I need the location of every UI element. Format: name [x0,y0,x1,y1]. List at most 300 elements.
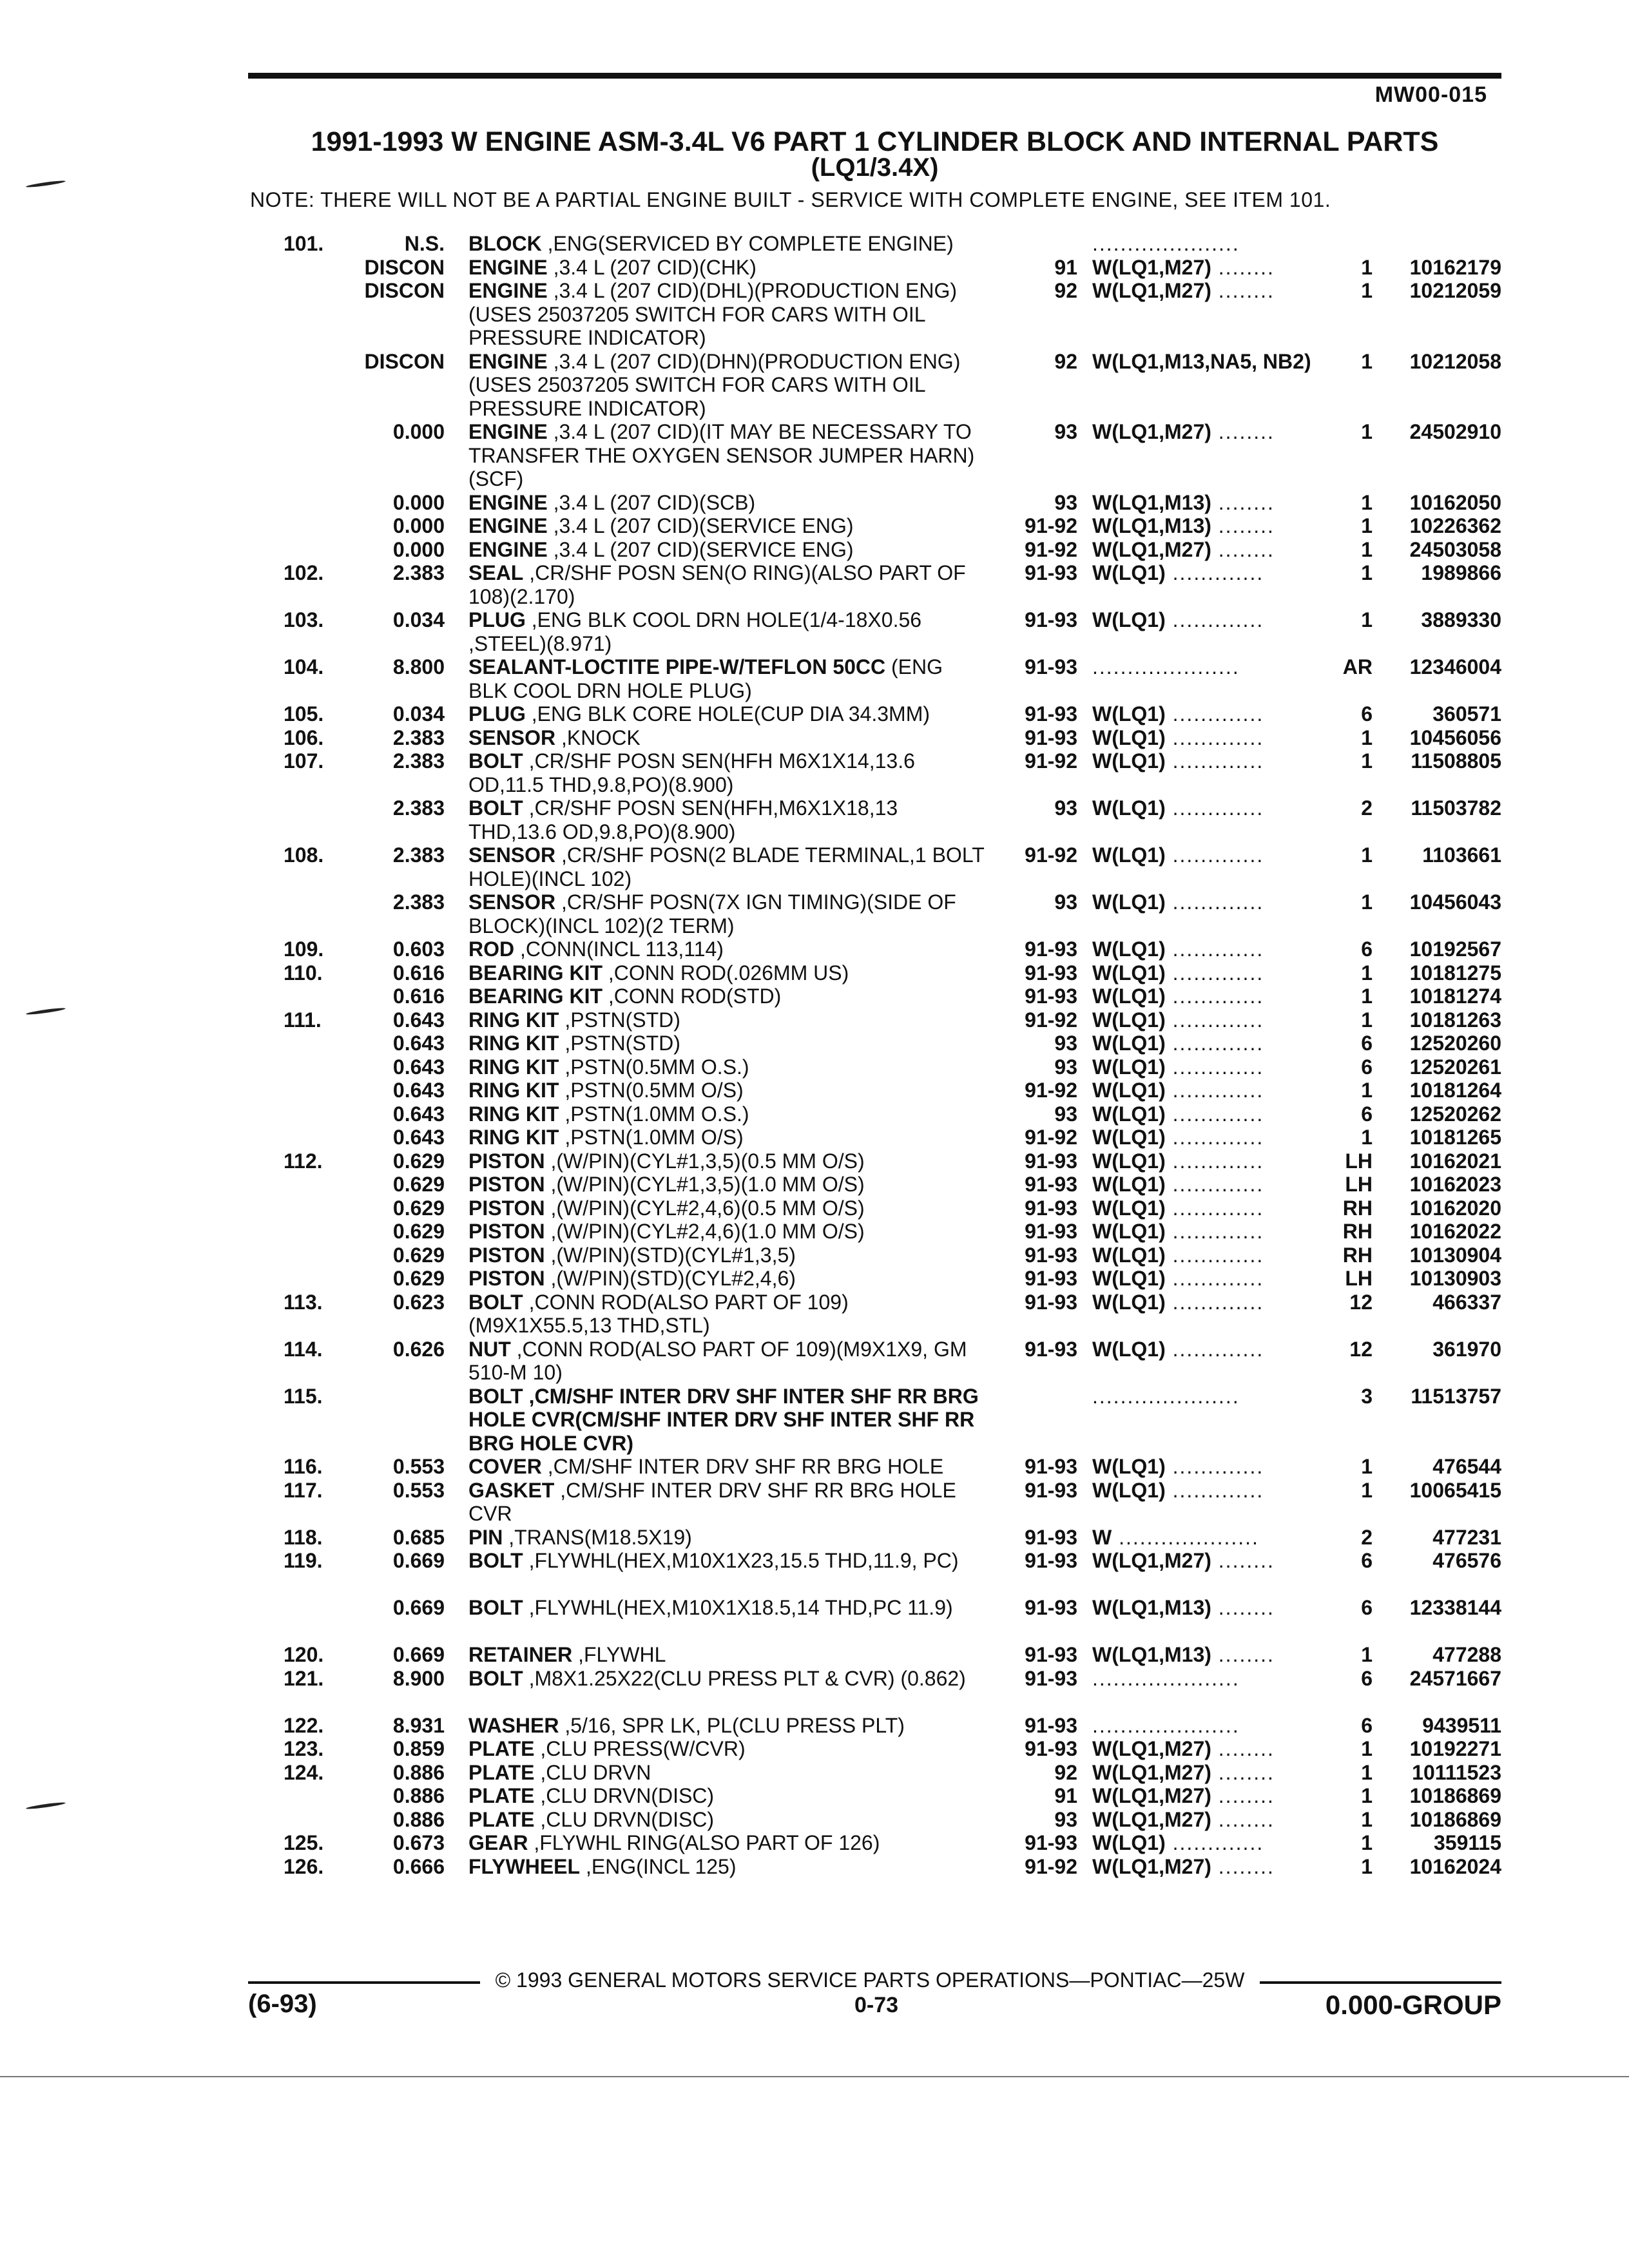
part-detail: ,ENG(SERVICED BY COMPLETE ENGINE) [541,232,954,255]
part-detail: ,FLYWHL(HEX,M10X1X18.5,14 THD,PC 11.9) [523,1596,953,1619]
table-row [0,961,1629,985]
table-row [0,1149,1629,1173]
item-number: 107. [284,749,324,773]
part-number: 10226362 [1409,514,1501,537]
usage-code: W(LQ1) [1092,985,1166,1008]
group-code: 0.643 [392,1079,445,1102]
model-years: 91-93 [1025,1643,1077,1666]
table-row [0,1526,1629,1550]
part-description [468,1831,987,1855]
part-name: BOLT [468,796,523,820]
usage-code: W(LQ1) [1092,1220,1166,1243]
part-name: BOLT [468,1290,523,1314]
usage-code: W(LQ1) [1092,1173,1166,1196]
part-number: 10181274 [1409,985,1501,1008]
part-detail: ,CONN ROD(STD) [602,985,782,1008]
footer-rule-left [248,1981,480,1984]
dot-leader: ............. [1165,1126,1264,1149]
group-code: 2.383 [392,561,445,584]
part-detail: ,3.4 L (207 CID)(DHL)(PRODUCTION ENG) (USES 25037205 SWITCH FOR CARS WITH OIL PRESSURE INDICATOR) [468,279,958,349]
quantity: 2 [1361,1525,1373,1549]
item-number: 124. [284,1760,324,1784]
dot-leader: ............. [1165,1455,1264,1478]
table-row [0,1455,1629,1479]
dot-leader: ........ [1211,1737,1275,1760]
group-code: 2.383 [392,749,445,773]
part-description [468,1808,987,1832]
part-number: 10212058 [1409,349,1501,373]
dot-leader: ............. [1165,890,1264,914]
part-number: 10162023 [1409,1173,1501,1196]
usage [1092,1455,1305,1479]
table-row [0,1596,1629,1643]
part-detail: BOLT ,CM/SHF INTER DRV SHF INTER SHF RR BRG HOLE CVR(CM/SHF INTER DRV SHF INTER SHF RR BRG HOLE CVR) [468,1384,979,1455]
page-note: NOTE: THERE WILL NOT BE A PARTIAL ENGINE BUILT - SERVICE WITH COMPLETE ENGINE, SEE ITEM 101. [250,188,1331,211]
quantity: 1 [1361,961,1373,985]
parts-list [0,232,1629,1878]
group-code: 0.629 [392,1149,445,1173]
table-row [0,702,1629,726]
usage [1092,1126,1305,1149]
dot-leader: ............. [1165,1149,1264,1173]
model-years: 91-93 [1025,961,1077,985]
quantity: 12 [1349,1290,1373,1314]
usage [1092,1714,1305,1738]
usage-code: W(LQ1) [1092,1149,1166,1173]
table-row [0,256,1629,280]
part-number: 11503782 [1411,796,1501,820]
part-detail: ,(W/PIN)(CYL#1,3,5)(0.5 MM O/S) [545,1149,865,1173]
table-row [0,1667,1629,1714]
quantity: 1 [1361,749,1373,773]
quantity: 6 [1361,1055,1373,1079]
usage [1092,749,1305,773]
part-detail: ,KNOCK [555,726,641,749]
part-name: SENSOR [468,843,556,867]
model-years: 91-93 [1025,1596,1077,1619]
table-row [0,843,1629,890]
usage [1092,1338,1305,1361]
part-name: RING KIT [468,1079,559,1102]
part-detail: ,CLU DRVN(DISC) [534,1807,715,1831]
part-detail: ,3.4 L (207 CID)(SCB) [547,490,756,514]
quantity: 1 [1361,490,1373,514]
part-name: PLATE [468,1784,535,1807]
group-code: DISCON [364,349,445,373]
group-code: 0.034 [392,608,445,631]
usage [1092,1149,1305,1173]
model-years: 93 [1054,796,1077,820]
part-number: 10192567 [1409,937,1501,961]
part-number: 11508805 [1411,749,1501,773]
part-detail: ,M8X1.25X22(CLU PRESS PLT & CVR) (0.862) [523,1666,966,1690]
usage-code: W(LQ1) [1092,561,1166,584]
model-years: 91-93 [1025,1478,1077,1502]
usage [1092,1055,1305,1079]
dot-leader: ............. [1165,1032,1264,1055]
quantity: 1 [1361,1737,1373,1760]
part-name: FLYWHEEL [468,1854,581,1878]
part-detail: ,5/16, SPR LK, PL(CLU PRESS PLT) [559,1713,905,1737]
dot-leader: ..................... [1092,1384,1240,1408]
part-description [468,1385,987,1456]
part-detail: ,PSTN(STD) [559,1008,680,1032]
part-description [468,1149,987,1173]
quantity: 1 [1361,1807,1373,1831]
part-number: 477288 [1432,1643,1501,1666]
usage [1092,1479,1305,1503]
dot-leader: ............. [1165,1478,1264,1502]
usage-code: W(LQ1,M13) [1092,514,1211,537]
quantity: 3 [1361,1384,1373,1408]
group-code: 0.000 [392,490,445,514]
quantity: 6 [1361,702,1373,726]
part-name: PLATE [468,1737,535,1760]
group-code: 0.623 [392,1290,445,1314]
quantity: RH [1342,1196,1373,1220]
part-description [468,1643,987,1667]
quantity: LH [1345,1149,1373,1173]
usage-code: W(LQ1) [1092,749,1166,773]
part-number: 12346004 [1409,655,1501,678]
part-number: 360571 [1432,702,1501,726]
usage [1092,1831,1305,1855]
group-code: 0.643 [392,1126,445,1149]
quantity: 1 [1361,726,1373,749]
part-description [468,350,987,421]
usage-code: W(LQ1,M27) [1092,537,1211,561]
part-detail: ,CLU PRESS(W/CVR) [534,1737,746,1760]
item-number: 122. [284,1713,324,1737]
model-years: 91-92 [1025,1008,1077,1032]
quantity: 1 [1361,608,1373,631]
model-years: 91-92 [1025,843,1077,867]
group-code: 0.685 [392,1525,445,1549]
group-code: 2.383 [392,796,445,820]
group-code: 0.886 [392,1760,445,1784]
quantity: 1 [1361,1643,1373,1666]
model-years: 91-93 [1025,608,1077,631]
group-code: N.S. [404,232,445,255]
group-code: 8.900 [392,1666,445,1690]
item-number: 101. [284,232,324,255]
usage [1092,655,1305,679]
model-years: 91-93 [1025,1549,1077,1572]
usage [1092,1032,1305,1055]
part-number: 10162020 [1409,1196,1501,1220]
table-row [0,420,1629,491]
part-description [468,491,987,515]
part-name: NUT [468,1337,511,1361]
quantity: 1 [1361,255,1373,279]
part-name: PLATE [468,1807,535,1831]
page-number: 0-73 [854,1993,899,2017]
quantity: RH [1342,1220,1373,1243]
quantity: 6 [1361,1713,1373,1737]
quantity: 1 [1361,1079,1373,1102]
quantity: 1 [1361,1854,1373,1878]
usage-code: W(LQ1) [1092,843,1166,867]
model-years: 91 [1054,255,1077,279]
part-description [468,279,987,350]
dot-leader: ..................... [1092,655,1240,678]
part-number: 10192271 [1409,1737,1501,1760]
part-number: 1989866 [1421,561,1501,584]
footer-rule-right [1260,1981,1501,1984]
item-number: 121. [284,1666,324,1690]
usage-code: W(LQ1) [1092,702,1166,726]
part-number: 10065415 [1409,1478,1501,1502]
model-years: 91-93 [1025,1196,1077,1220]
quantity: 6 [1361,937,1373,961]
dot-leader: ............. [1165,843,1264,867]
part-name: PISTON [468,1196,545,1220]
usage [1092,1808,1305,1832]
part-number: 10186869 [1409,1807,1501,1831]
part-number: 10130903 [1409,1267,1501,1290]
usage [1092,1173,1305,1196]
quantity: 1 [1361,420,1373,443]
part-detail: ,(W/PIN)(CYL#1,3,5)(1.0 MM O/S) [545,1173,865,1196]
part-detail: ,3.4 L (207 CID)(CHK) [547,255,757,279]
part-detail: ,CM/SHF INTER DRV SHF RR BRG HOLE CVR [468,1478,956,1525]
model-years: 91-92 [1025,1126,1077,1149]
model-years: 91-93 [1025,726,1077,749]
part-detail: ,CR/SHF POSN SEN(O RING)(ALSO PART OF 108)(2.170) [468,561,966,608]
group-code: 0.629 [392,1243,445,1267]
group-code: 0.859 [392,1737,445,1760]
model-years: 91-92 [1025,537,1077,561]
table-row [0,1549,1629,1596]
group-code: 0.673 [392,1831,445,1854]
part-description [468,1291,987,1338]
dot-leader: ............. [1165,937,1264,961]
dot-leader: ........ [1211,1807,1275,1831]
part-detail: ,3.4 L (207 CID)(SERVICE ENG) [547,514,854,537]
usage [1092,961,1305,985]
quantity: 6 [1361,1032,1373,1055]
part-name: RETAINER [468,1643,573,1666]
dot-leader: ............. [1165,1102,1264,1126]
group-code: 2.383 [392,726,445,749]
part-name: RING KIT [468,1032,559,1055]
model-years: 91-93 [1025,937,1077,961]
table-row [0,1126,1629,1149]
quantity: 1 [1361,561,1373,584]
model-years: 91-93 [1025,1666,1077,1690]
table-row [0,1385,1629,1456]
usage-code: W(LQ1) [1092,1337,1166,1361]
model-years: 91-93 [1025,1737,1077,1760]
item-number: 116. [284,1455,323,1478]
part-detail: ,CONN(INCL 113,114) [514,937,724,961]
part-description [468,1244,987,1267]
group-code: 0.669 [392,1596,445,1619]
quantity: 1 [1361,1784,1373,1807]
part-number: 10456043 [1409,890,1501,914]
part-detail: ,PSTN(STD) [559,1032,680,1055]
part-detail: ,CLU DRVN(DISC) [534,1784,715,1807]
part-detail: ,CM/SHF INTER DRV SHF RR BRG HOLE [541,1455,944,1478]
group-code: 0.643 [392,1102,445,1126]
dot-leader: ............. [1165,726,1264,749]
part-description [468,1008,987,1032]
quantity: LH [1345,1267,1373,1290]
quantity: 1 [1361,1760,1373,1784]
usage [1092,985,1305,1008]
part-number: 3889330 [1421,608,1501,631]
part-description [468,232,987,256]
dot-leader: ........ [1211,1643,1275,1666]
table-row [0,1855,1629,1879]
model-years: 91-92 [1025,514,1077,537]
table-row [0,232,1629,256]
part-name: PISTON [468,1243,545,1267]
usage [1092,796,1305,820]
dot-leader: ........ [1211,1549,1275,1572]
part-description [468,1173,987,1196]
table-row [0,1173,1629,1196]
model-years: 91-93 [1025,1173,1077,1196]
part-number: 12338144 [1409,1596,1501,1619]
usage [1092,491,1305,515]
part-detail: ,3.4 L (207 CID)(DHN)(PRODUCTION ENG) (USES 25037205 SWITCH FOR CARS WITH OIL PRESSURE INDICATOR) [468,349,961,420]
item-number: 108. [284,843,324,867]
table-row [0,350,1629,421]
table-row [0,1008,1629,1032]
dot-leader: ............. [1165,608,1264,631]
usage [1092,1667,1305,1691]
model-years: 92 [1054,279,1077,302]
usage-code: W(LQ1) [1092,937,1166,961]
item-number: 125. [284,1831,324,1854]
part-description [468,420,987,491]
usage [1092,1102,1305,1126]
quantity: 1 [1361,985,1373,1008]
part-description [468,1737,987,1761]
dot-leader: ........ [1211,1596,1275,1619]
part-detail: ,CR/SHF POSN SEN(HFH,M6X1X18,13 THD,13.6 OD,9.8,PO)(8.900) [468,796,898,843]
model-years: 93 [1054,420,1077,443]
part-detail: ,CLU DRVN [534,1760,651,1784]
usage [1092,1855,1305,1879]
part-detail: ,(W/PIN)(CYL#2,4,6)(0.5 MM O/S) [545,1196,865,1220]
item-number: 103. [284,608,324,631]
dot-leader: ............. [1165,561,1264,584]
part-name: RING KIT [468,1126,559,1149]
item-number: 110. [284,961,323,985]
part-number: 9439511 [1422,1713,1501,1737]
quantity: RH [1342,1243,1373,1267]
part-description [468,985,987,1008]
item-number: 105. [284,702,324,726]
part-description [468,702,987,726]
table-row [0,608,1629,655]
quantity: 1 [1361,514,1373,537]
table-row [0,1831,1629,1855]
part-number: 10186869 [1409,1784,1501,1807]
model-years: 92 [1054,1760,1077,1784]
part-name: RING KIT [468,1055,559,1079]
model-years: 91-93 [1025,1149,1077,1173]
usage-code: W(LQ1,M13) [1092,490,1211,514]
part-detail: ,CONN ROD(.026MM US) [602,961,849,985]
item-number: 109. [284,937,324,961]
punch-mark [26,180,66,189]
usage-code: W(LQ1,M27) [1092,255,1211,279]
part-detail: ,PSTN(0.5MM O.S.) [559,1055,749,1079]
part-name: RING KIT [468,1102,559,1126]
group-code: 0.629 [392,1196,445,1220]
usage-code: W(LQ1) [1092,1196,1166,1220]
part-description [468,1596,987,1620]
group-code: 0.669 [392,1549,445,1572]
dot-leader: ............. [1165,1079,1264,1102]
quantity: 12 [1349,1337,1373,1361]
quantity: 1 [1361,349,1373,373]
part-name: ENGINE [468,490,548,514]
part-number: 24571667 [1409,1666,1501,1690]
part-number: 10181264 [1409,1079,1501,1102]
usage-code: W(LQ1) [1092,1267,1166,1290]
part-description [468,1126,987,1149]
part-detail: ,CR/SHF POSN(2 BLADE TERMINAL,1 BOLT HOLE)(INCL 102) [468,843,985,890]
page-title: 1991-1993 W ENGINE ASM-3.4L V6 PART 1 CYLINDER BLOCK AND INTERNAL PARTS [311,126,1439,157]
usage-code: W(LQ1) [1092,1032,1166,1055]
usage [1092,937,1305,961]
part-description [468,937,987,961]
part-description [468,1714,987,1738]
part-description [468,1526,987,1550]
usage-code: W(LQ1) [1092,1831,1166,1854]
part-detail: ,CR/SHF POSN SEN(HFH M6X1X14,13.6 OD,11.5 THD,9.8,PO)(8.900) [468,749,915,796]
part-description [468,843,987,890]
table-row [0,1737,1629,1761]
table-row [0,796,1629,843]
model-years: 91-92 [1025,749,1077,773]
table-row [0,1196,1629,1220]
group-code: 0.553 [392,1455,445,1478]
dot-leader: ............. [1165,1008,1264,1032]
dot-leader: ............. [1165,1173,1264,1196]
part-description [468,1455,987,1479]
part-name: WASHER [468,1713,559,1737]
part-name: PISTON [468,1267,545,1290]
usage-code: W(LQ1) [1092,1126,1166,1149]
usage [1092,1784,1305,1808]
dot-leader: ............. [1165,1220,1264,1243]
group-code: 2.383 [392,890,445,914]
table-row [0,1643,1629,1667]
group-code: 0.886 [392,1784,445,1807]
part-description [468,1338,987,1385]
part-description [468,1196,987,1220]
usage-code: W(LQ1) [1092,1008,1166,1032]
group-code: 0.603 [392,937,445,961]
dot-leader: ............. [1165,961,1264,985]
usage-code: W(LQ1,M13) [1092,1643,1211,1666]
usage-code: W(LQ1,M27) [1092,420,1211,443]
part-number: 476544 [1432,1455,1501,1478]
part-name: ROD [468,937,515,961]
group-code: 0.886 [392,1807,445,1831]
document-code: MW00-015 [1374,82,1487,107]
usage-code: W(LQ1) [1092,1079,1166,1102]
part-description [468,749,987,796]
model-years: 91-93 [1025,1243,1077,1267]
dot-leader: ........ [1211,490,1275,514]
model-years: 91-93 [1025,1220,1077,1243]
